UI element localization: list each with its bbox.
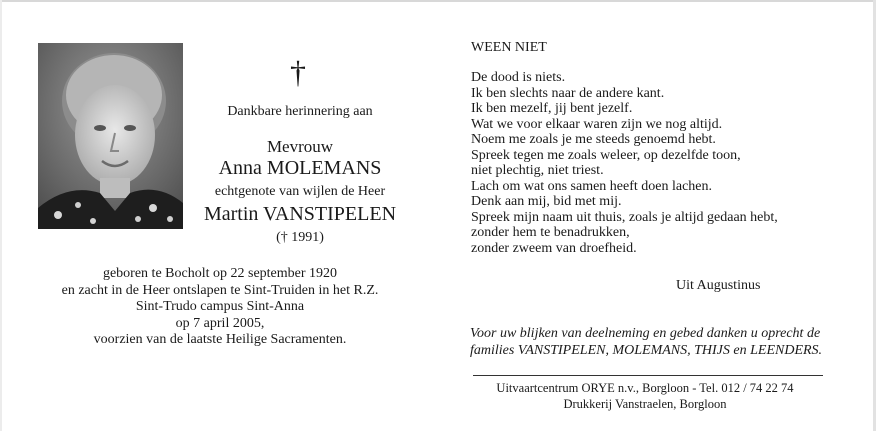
portrait-illustration	[38, 43, 183, 229]
printer-line: Drukkerij Vanstraelen, Borgloon	[563, 397, 727, 411]
thanks-line: families VANSTIPELEN, MOLEMANS, THIJS en LEENDERS.	[470, 343, 823, 358]
poem-title: WEEN NIET	[471, 40, 547, 55]
spouse-death-year: († 1991)	[276, 230, 324, 245]
poem-attribution: Uit Augustinus	[676, 278, 761, 293]
bio-line: geboren te Bocholt op 22 september 1920	[102, 266, 338, 281]
thanks-note	[470, 325, 823, 359]
poem-line: Ik ben slechts naar de andere kant.	[471, 85, 665, 101]
honorific: Mevrouw	[266, 137, 334, 156]
scan-edge-left	[0, 0, 2, 431]
footer	[470, 380, 820, 412]
deceased-name: Anna MOLEMANS	[218, 157, 382, 179]
bio-line: Sint-Trudo campus Sint-Anna	[135, 299, 305, 314]
poem	[471, 70, 778, 256]
biography	[30, 266, 410, 349]
cross-symbol: †	[290, 54, 306, 90]
poem-line: Denk aan mij, bid met mij.	[471, 194, 622, 209]
footer-divider	[473, 375, 823, 376]
poem-line: Spreek mijn naam uit thuis, zoals je altijd gedaan hebt,	[471, 209, 778, 225]
spouse-name: Martin VANSTIPELEN	[203, 203, 397, 225]
poem-line: Noem me zoals je me steeds genoemd hebt.	[471, 132, 716, 147]
bio-line: en zacht in de Heer ontslapen te Sint-Truiden in het R.Z.	[61, 282, 379, 298]
scan-edge-top	[0, 0, 876, 2]
bio-line: op 7 april 2005,	[175, 315, 265, 331]
poem-line: zonder zweem van droefheid.	[471, 240, 637, 256]
funeral-home-line: Uitvaartcentrum ORYE n.v., Borgloon - Tel. 012 / 74 22 74	[496, 381, 794, 395]
portrait-photo	[38, 43, 183, 229]
spouse-intro: echtgenote van wijlen de Heer	[214, 184, 386, 199]
thanks-line: Voor uw blijken van deelneming en gebed danken u oprecht de	[470, 326, 821, 341]
poem-line: Spreek tegen me zoals weleer, op dezelfde toon,	[471, 147, 741, 163]
poem-line: De dood is niets.	[471, 70, 566, 85]
remembrance-intro: Dankbare herinnering aan	[227, 104, 373, 119]
bio-line: voorzien van de laatste Heilige Sacramenten.	[93, 332, 347, 347]
poem-line: niet plechtig, niet triest.	[471, 163, 604, 178]
poem-line: zonder hem te benadrukken,	[471, 225, 630, 240]
poem-line: Wat we voor elkaar waren zijn we nog altijd.	[471, 116, 723, 132]
poem-line: Ik ben mezelf, jij bent jezelf.	[471, 101, 633, 116]
poem-line: Lach om wat ons samen heeft doen lachen.	[471, 178, 713, 194]
